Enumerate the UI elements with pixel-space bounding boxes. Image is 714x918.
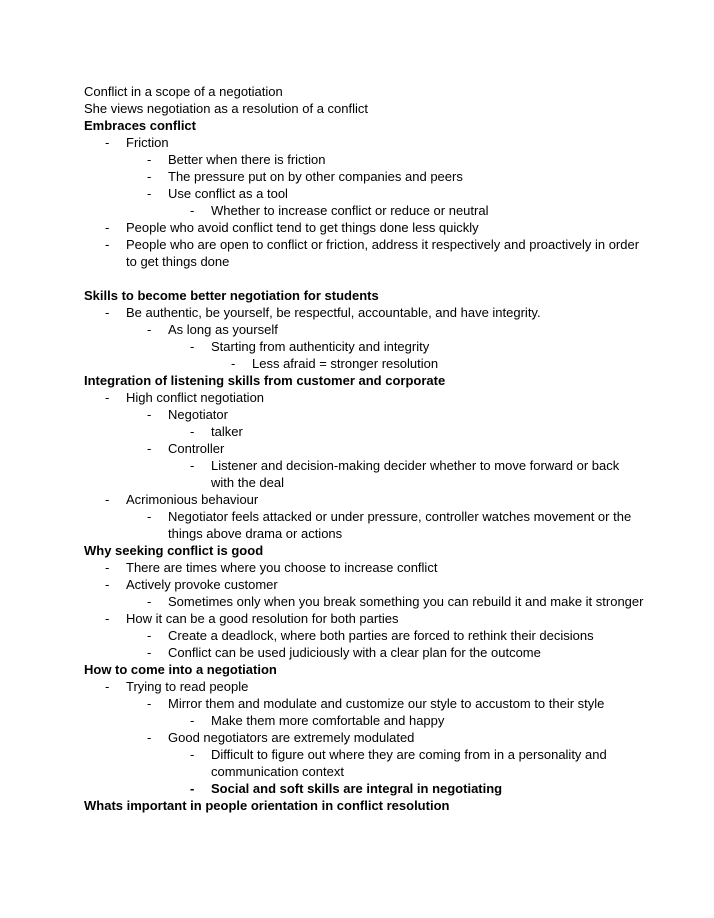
bullet-text: Negotiator feels attacked or under pressure, controller watches movement or the things above drama or actions [168, 509, 632, 541]
bullet-item-level-2 [84, 168, 644, 185]
bullet-item-level-1 [84, 576, 644, 593]
bullet-item-level-2 [84, 729, 644, 746]
bullet-dash: - [105, 220, 110, 235]
bullet-item-level-3 [84, 712, 644, 729]
bullet-item-level-1 [84, 389, 644, 406]
bullet-text: Sometimes only when you break something you can rebuild it and make it stronger [168, 594, 644, 609]
bullet-dash: - [147, 407, 152, 422]
bullet-text: Difficult to figure out where they are coming from in a personality and communication context [211, 747, 607, 779]
bullet-item-level-1 [84, 304, 644, 321]
bullet-text: Good negotiators are extremely modulated [168, 730, 415, 745]
bullet-item-level-1 [84, 678, 644, 695]
bullet-dash: - [147, 645, 152, 660]
bullet-item-level-3 [84, 780, 644, 797]
bullet-text: Controller [168, 441, 225, 456]
bullet-item-level-3 [84, 338, 644, 355]
bullet-item-level-2 [84, 508, 644, 542]
bullet-dash: - [190, 781, 195, 796]
bullet-text: Trying to read people [126, 679, 249, 694]
bullet-text: Whether to increase conflict or reduce or neutral [211, 203, 489, 218]
bullet-item-level-2 [84, 406, 644, 423]
bullet-item-level-2 [84, 321, 644, 338]
section-heading: Skills to become better negotiation for students [84, 288, 379, 303]
bullet-item-level-2 [84, 151, 644, 168]
bullet-text: Use conflict as a tool [168, 186, 288, 201]
bullet-item-level-2 [84, 440, 644, 457]
bullet-item-level-2 [84, 644, 644, 661]
bullet-dash: - [147, 322, 152, 337]
bullet-item-level-1 [84, 134, 644, 151]
section-heading: How to come into a negotiation [84, 662, 277, 677]
text-line: She views negotiation as a resolution of a conflict [84, 101, 369, 116]
bullet-dash: - [105, 390, 110, 405]
bullet-dash: - [147, 441, 152, 456]
bullet-text: Starting from authenticity and integrity [211, 339, 430, 354]
bullet-dash: - [147, 509, 152, 524]
bullet-text: Friction [126, 135, 169, 150]
bullet-text: The pressure put on by other companies and peers [168, 169, 463, 184]
bullet-text: As long as yourself [168, 322, 278, 337]
bullet-dash: - [105, 135, 110, 150]
bullet-item-level-1 [84, 610, 644, 627]
bullet-dash: - [105, 305, 110, 320]
bullet-item-level-1 [84, 559, 644, 576]
bullet-dash: - [147, 169, 152, 184]
bullet-text: Social and soft skills are integral in negotiating [211, 781, 503, 796]
bullet-text: There are times where you choose to increase conflict [126, 560, 438, 575]
section-heading: Integration of listening skills from customer and corporate [84, 373, 446, 388]
bullet-item-level-2 [84, 593, 644, 610]
bullet-text: Be authentic, be yourself, be respectful, accountable, and have integrity. [126, 305, 541, 320]
bullet-dash: - [147, 186, 152, 201]
bullet-dash: - [147, 696, 152, 711]
bullet-dash: - [190, 339, 195, 354]
bullet-dash: - [147, 730, 152, 745]
bullet-dash: - [105, 577, 110, 592]
bullet-dash: - [105, 237, 110, 252]
bullet-item-level-1 [84, 219, 644, 236]
bullet-item-level-4 [84, 355, 644, 372]
document-body [84, 83, 644, 814]
bullet-item-level-1 [84, 491, 644, 508]
bullet-text: Conflict can be used judiciously with a clear plan for the outcome [168, 645, 541, 660]
bullet-dash: - [147, 594, 152, 609]
bullet-text: Actively provoke customer [126, 577, 278, 592]
bullet-text: How it can be a good resolution for both parties [126, 611, 399, 626]
bullet-item-level-3 [84, 202, 644, 219]
bullet-dash: - [231, 356, 236, 371]
bullet-dash: - [190, 713, 195, 728]
bullet-text: Less afraid = stronger resolution [252, 356, 439, 371]
bullet-text: Make them more comfortable and happy [211, 713, 445, 728]
section-heading: Embraces conflict [84, 118, 196, 133]
bullet-text: People who are open to conflict or friction, address it respectively and proactively in order to get things done [126, 237, 640, 269]
bullet-text: Mirror them and modulate and customize our style to accustom to their style [168, 696, 605, 711]
section-heading: Why seeking conflict is good [84, 543, 264, 558]
text-line: Conflict in a scope of a negotiation [84, 84, 283, 99]
bullet-dash: - [105, 560, 110, 575]
bullet-dash: - [105, 611, 110, 626]
blank-line [84, 270, 644, 287]
bullet-text: talker [211, 424, 243, 439]
bullet-text: Create a deadlock, where both parties are forced to rethink their decisions [168, 628, 594, 643]
bullet-text: High conflict negotiation [126, 390, 265, 405]
bullet-text: Negotiator [168, 407, 228, 422]
bullet-item-level-3 [84, 746, 644, 780]
bullet-item-level-1 [84, 236, 644, 270]
bullet-item-level-2 [84, 695, 644, 712]
section-heading: Whats important in people orientation in conflict resolution [84, 798, 450, 813]
bullet-dash: - [190, 424, 195, 439]
bullet-item-level-2 [84, 627, 644, 644]
bullet-dash: - [105, 679, 110, 694]
bullet-text: Acrimonious behaviour [126, 492, 259, 507]
bullet-text: Listener and decision-making decider whether to move forward or back with the deal [211, 458, 620, 490]
bullet-item-level-3 [84, 457, 644, 491]
bullet-item-level-2 [84, 185, 644, 202]
bullet-dash: - [190, 747, 195, 762]
bullet-dash: - [147, 152, 152, 167]
bullet-text: Better when there is friction [168, 152, 326, 167]
bullet-dash: - [190, 458, 195, 473]
bullet-text: People who avoid conflict tend to get things done less quickly [126, 220, 479, 235]
bullet-dash: - [105, 492, 110, 507]
bullet-dash: - [147, 628, 152, 643]
bullet-item-level-3 [84, 423, 644, 440]
bullet-dash: - [190, 203, 195, 218]
